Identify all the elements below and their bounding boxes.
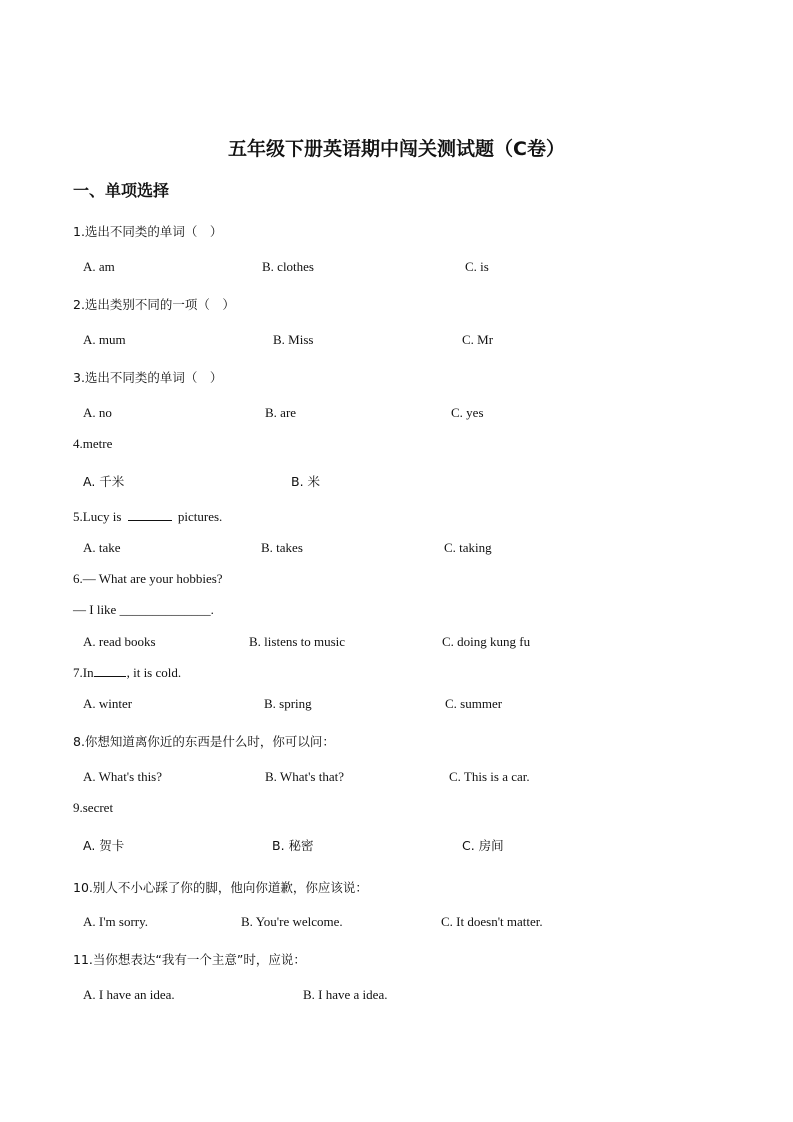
question-1-option-a[interactable]: A. am <box>83 259 115 274</box>
question-10-option-b[interactable]: B. You're welcome. <box>241 914 343 929</box>
question-3-prompt: 3.选出不同类的单词（ ） <box>73 370 223 385</box>
question-7-option-c[interactable]: C. summer <box>445 696 503 711</box>
question-10-prompt: 10.别人不小心踩了你的脚，他向你道歉，你应该说： <box>73 880 368 895</box>
question-9-option-b[interactable]: B. 秘密 <box>272 838 314 853</box>
answer-blank[interactable] <box>128 519 172 521</box>
question-5-option-b[interactable]: B. takes <box>261 540 303 555</box>
question-6-option-b[interactable]: B. listens to music <box>249 634 346 649</box>
page-title: 五年级下册英语期中闯关测试题（C卷） <box>228 138 565 160</box>
question-2-option-a[interactable]: A. mum <box>83 332 126 347</box>
question-9-prompt: 9.secret <box>73 800 114 815</box>
question-11-option-b[interactable]: B. I have a idea. <box>303 987 388 1002</box>
question-4-prompt: 4.metre <box>73 436 113 451</box>
question-8-option-c[interactable]: C. This is a car. <box>449 769 530 784</box>
question-5-prompt: 5.Lucy is pictures. <box>73 509 223 524</box>
question-6-prompt-line2: — I like ______________. <box>73 602 214 617</box>
question-8-prompt: 8.你想知道离你近的东西是什么时，你可以问： <box>73 734 335 749</box>
question-6-prompt: 6.— What are your hobbies? <box>73 571 223 586</box>
question-9-option-c[interactable]: C. 房间 <box>462 838 504 853</box>
question-7-prompt: 7.In , it is cold. <box>73 665 182 680</box>
question-7-option-a[interactable]: A. winter <box>83 696 133 711</box>
question-11-prompt: 11.当你想表达“我有一个主意”时，应说： <box>73 952 306 967</box>
question-1-option-c[interactable]: C. is <box>465 259 489 274</box>
question-8-option-a[interactable]: A. What's this? <box>83 769 163 784</box>
question-6-option-a[interactable]: A. read books <box>83 634 156 649</box>
question-5-option-a[interactable]: A. take <box>83 540 121 555</box>
question-3-option-c[interactable]: C. yes <box>451 405 484 420</box>
question-6-option-c[interactable]: C. doing kung fu <box>442 634 531 649</box>
question-4-option-b[interactable]: B. 米 <box>291 474 321 489</box>
question-10-option-c[interactable]: C. It doesn't matter. <box>441 914 543 929</box>
question-3-option-a[interactable]: A. no <box>83 405 112 420</box>
question-3-option-b[interactable]: B. are <box>265 405 297 420</box>
answer-blank[interactable] <box>94 675 126 677</box>
question-7-option-b[interactable]: B. spring <box>264 696 312 711</box>
question-2-prompt: 2.选出类别不同的一项（ ） <box>73 297 235 312</box>
question-4-option-a[interactable]: A. 千米 <box>83 474 125 489</box>
question-1-prompt: 1.选出不同类的单词（ ） <box>73 224 223 239</box>
question-1-option-b[interactable]: B. clothes <box>262 259 314 274</box>
question-2-option-c[interactable]: C. Mr <box>462 332 494 347</box>
question-5-option-c[interactable]: C. taking <box>444 540 492 555</box>
section-heading: 一、单项选择 <box>73 181 170 200</box>
question-10-option-a[interactable]: A. I'm sorry. <box>83 914 149 929</box>
question-2-option-b[interactable]: B. Miss <box>273 332 314 347</box>
question-9-option-a[interactable]: A. 贺卡 <box>83 838 125 853</box>
question-11-option-a[interactable]: A. I have an idea. <box>83 987 175 1002</box>
question-8-option-b[interactable]: B. What's that? <box>265 769 345 784</box>
